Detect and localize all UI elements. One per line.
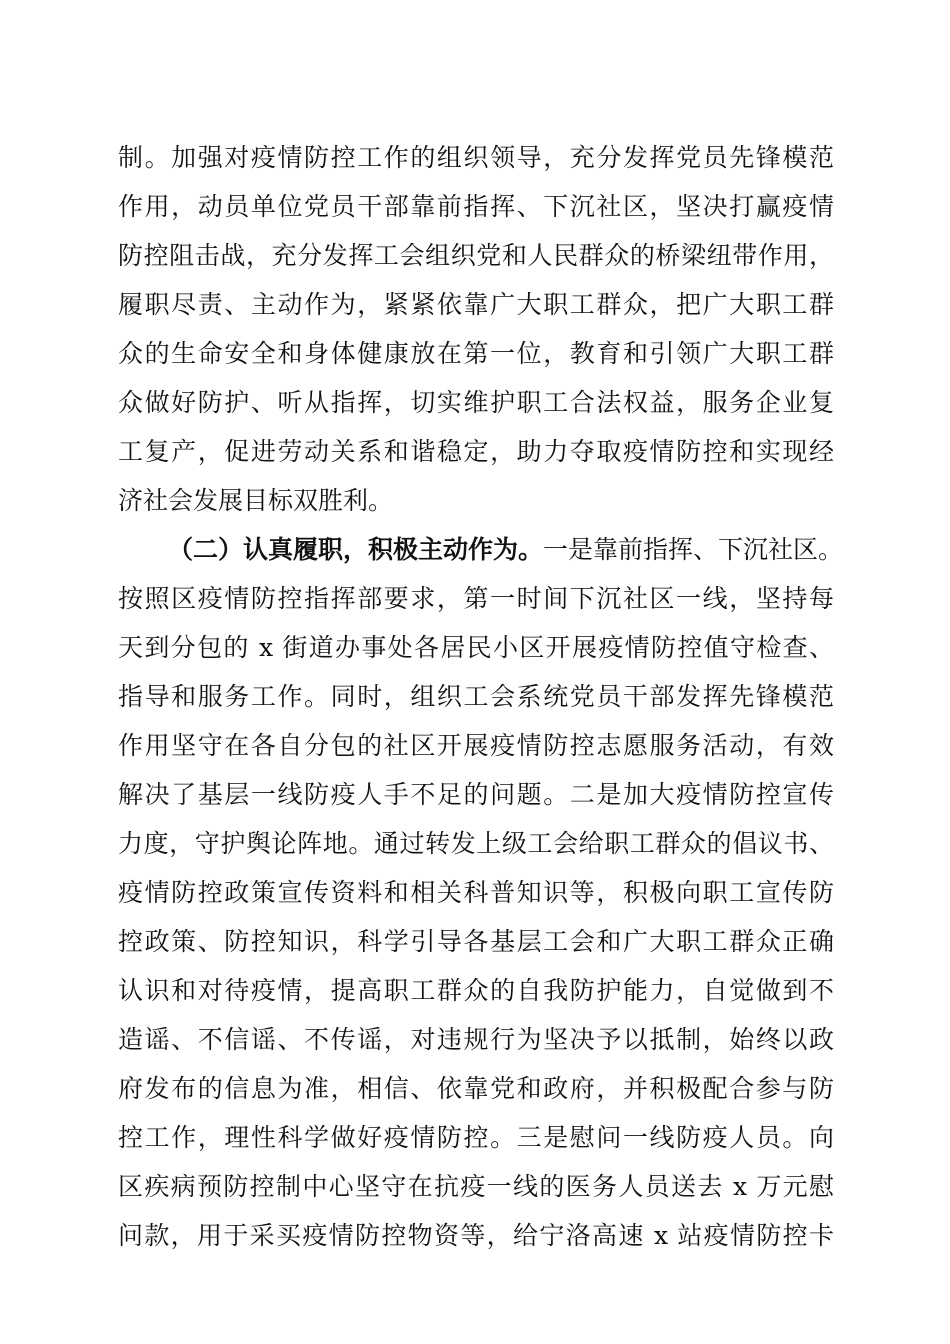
paragraph-line: 控政策、防控知识，科学引导各基层工会和广大职工群众正确 xyxy=(118,927,834,956)
paragraph-line: 履职尽责、主动作为，紧紧依靠广大职工群众，把广大职工群 xyxy=(118,290,834,319)
paragraph-line: 众的生命安全和身体健康放在第一位，教育和引领广大职工群 xyxy=(118,339,834,368)
paragraph-line: 工复产，促进劳动关系和谐稳定，助力夺取疫情防控和实现经 xyxy=(118,437,834,466)
section-intro: 一是靠前指挥、下沉社区。 xyxy=(543,535,844,564)
paragraph-line: 指导和服务工作。同时，组织工会系统党员干部发挥先锋模范 xyxy=(118,682,834,711)
paragraph-line: 认识和对待疫情，提高职工群众的自我防护能力，自觉做到不 xyxy=(118,976,834,1005)
paragraph-line: 解决了基层一线防疫人手不足的问题。二是加大疫情防控宣传 xyxy=(118,780,834,809)
paragraph-first-line xyxy=(168,528,844,572)
paragraph-line: 问款，用于采买疫情防控物资等，给宁洛高速 x 站疫情防控卡 xyxy=(118,1221,834,1250)
paragraph-line: 按照区疫情防控指挥部要求，第一时间下沉社区一线，坚持每 xyxy=(118,584,834,613)
paragraph-line: 作用坚守在各自分包的社区开展疫情防控志愿服务活动，有效 xyxy=(118,731,834,760)
paragraph-line: 作用，动员单位党员干部靠前指挥、下沉社区，坚决打赢疫情 xyxy=(118,192,834,221)
section-heading: （二）认真履职，积极主动作为。 xyxy=(168,535,544,564)
paragraph-line: 众做好防护、听从指挥，切实维护职工合法权益，服务企业复 xyxy=(118,388,834,417)
paragraph-line: 济社会发展目标双胜利。 xyxy=(118,486,394,515)
paragraph-line: 区疾病预防控制中心坚守在抗疫一线的医务人员送去 x 万元慰 xyxy=(118,1172,834,1201)
paragraph-line: 制。加强对疫情防控工作的组织领导，充分发挥党员先锋模范 xyxy=(118,143,834,172)
paragraph-line: 造谣、不信谣、不传谣，对违规行为坚决予以抵制，始终以政 xyxy=(118,1025,834,1054)
paragraph-line: 府发布的信息为准，相信、依靠党和政府，并积极配合参与防 xyxy=(118,1074,834,1103)
paragraph-line: 防控阻击战，充分发挥工会组织党和人民群众的桥梁纽带作用， xyxy=(118,241,834,270)
paragraph-line: 控工作，理性科学做好疫情防控。三是慰问一线防疫人员。向 xyxy=(118,1123,834,1152)
paragraph-line: 天到分包的 x 街道办事处各居民小区开展疫情防控值守检查、 xyxy=(118,633,834,662)
paragraph-line: 疫情防控政策宣传资料和相关科普知识等，积极向职工宣传防 xyxy=(118,878,834,907)
paragraph-line: 力度，守护舆论阵地。通过转发上级工会给职工群众的倡议书、 xyxy=(118,829,834,858)
